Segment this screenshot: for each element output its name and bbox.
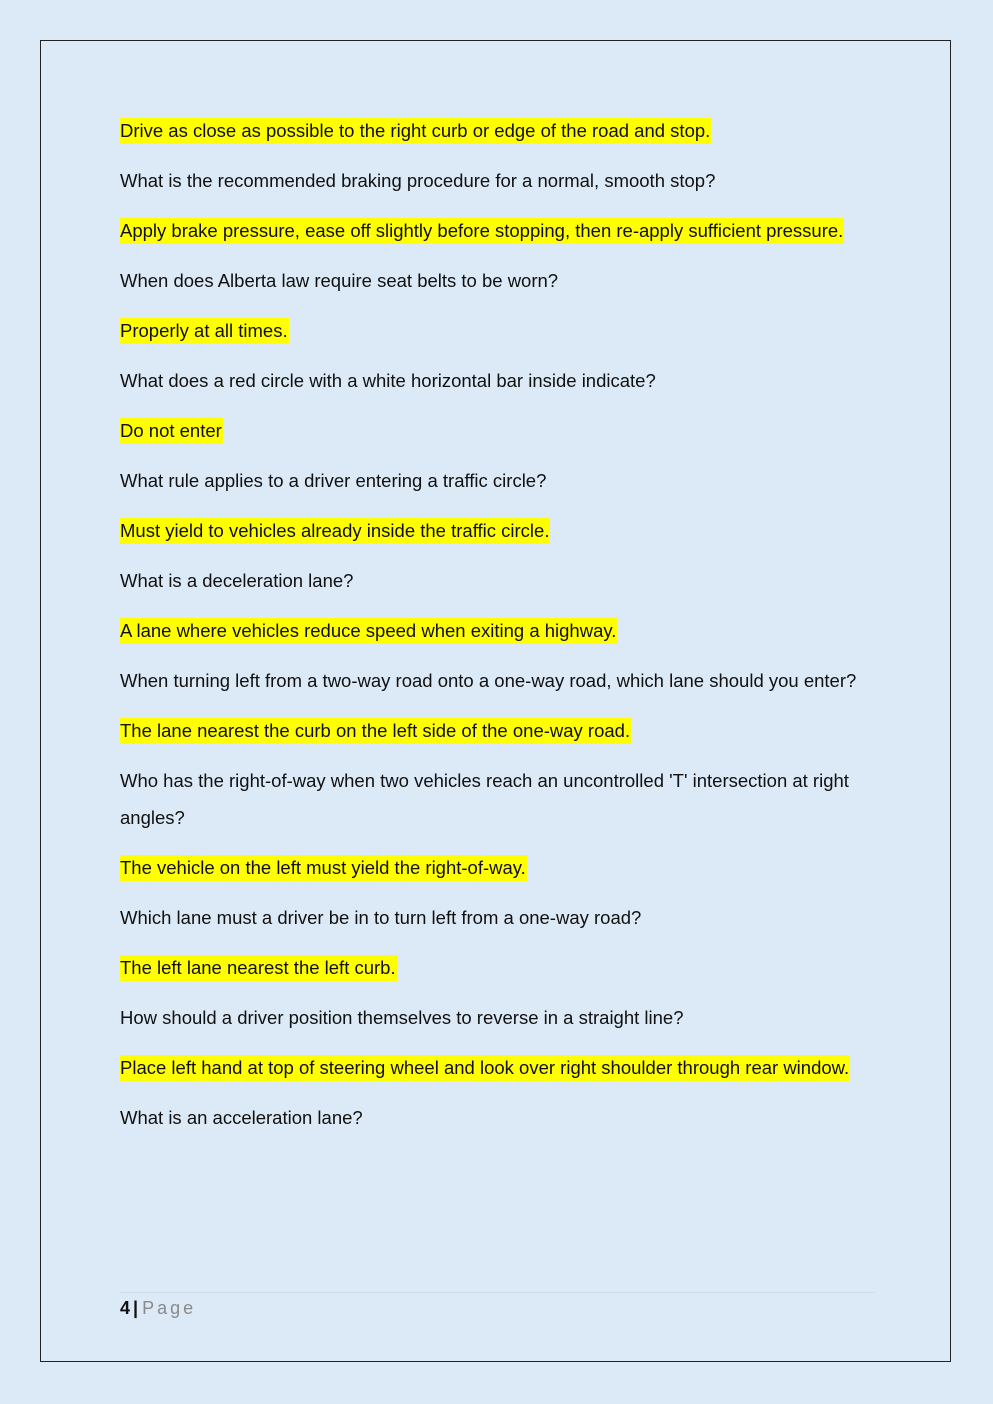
page-number: 4	[120, 1298, 131, 1318]
question-paragraph	[120, 562, 860, 599]
answer-text: A lane where vehicles reduce speed when exiting a highway.	[120, 618, 617, 644]
answer-text: Drive as close as possible to the right curb or edge of the road and stop.	[120, 118, 711, 144]
answer-paragraph	[120, 949, 860, 986]
answer-text: The left lane nearest the left curb.	[120, 955, 397, 981]
question-paragraph	[120, 1099, 860, 1136]
question-paragraph	[120, 362, 860, 399]
question-paragraph	[120, 262, 860, 299]
question-text: What is the recommended braking procedure for a normal, smooth stop?	[120, 170, 716, 191]
answer-paragraph	[120, 512, 860, 549]
page-label: Page	[142, 1298, 197, 1318]
answer-text: The lane nearest the curb on the left side of the one-way road.	[120, 718, 631, 744]
answer-paragraph	[120, 312, 860, 349]
answer-paragraph	[120, 849, 860, 886]
question-paragraph	[120, 762, 860, 836]
question-paragraph	[120, 462, 860, 499]
question-text: What is a deceleration lane?	[120, 570, 354, 591]
question-text: When turning left from a two-way road onto a one-way road, which lane should you enter?	[120, 670, 857, 691]
question-text: Who has the right-of-way when two vehicles reach an uncontrolled 'T' intersection at right angles?	[120, 770, 849, 828]
answer-text: Apply brake pressure, ease off slightly before stopping, then re-apply sufficient pressure.	[120, 218, 844, 244]
answer-paragraph	[120, 112, 860, 149]
question-text: What does a red circle with a white horizontal bar inside indicate?	[120, 370, 656, 391]
question-paragraph	[120, 162, 860, 199]
question-paragraph	[120, 662, 860, 699]
page-footer	[120, 1292, 875, 1319]
answer-text: The vehicle on the left must yield the right-of-way.	[120, 855, 527, 881]
answer-paragraph	[120, 1049, 860, 1086]
answer-paragraph	[120, 412, 860, 449]
question-paragraph	[120, 899, 860, 936]
question-text: How should a driver position themselves to reverse in a straight line?	[120, 1007, 684, 1028]
answer-paragraph	[120, 612, 860, 649]
question-text: What is an acceleration lane?	[120, 1107, 363, 1128]
answer-text: Must yield to vehicles already inside the traffic circle.	[120, 518, 550, 544]
question-text: When does Alberta law require seat belts to be worn?	[120, 270, 559, 291]
question-text: Which lane must a driver be in to turn left from a one-way road?	[120, 907, 642, 928]
answer-paragraph	[120, 212, 860, 249]
answer-paragraph	[120, 712, 860, 749]
question-text: What rule applies to a driver entering a traffic circle?	[120, 470, 547, 491]
question-paragraph	[120, 999, 860, 1036]
footer-separator: |	[133, 1298, 139, 1318]
answer-text: Properly at all times.	[120, 318, 289, 344]
answer-text: Do not enter	[120, 418, 223, 444]
document-body	[120, 112, 860, 1149]
answer-text: Place left hand at top of steering wheel and look over right shoulder through rear window.	[120, 1055, 850, 1081]
